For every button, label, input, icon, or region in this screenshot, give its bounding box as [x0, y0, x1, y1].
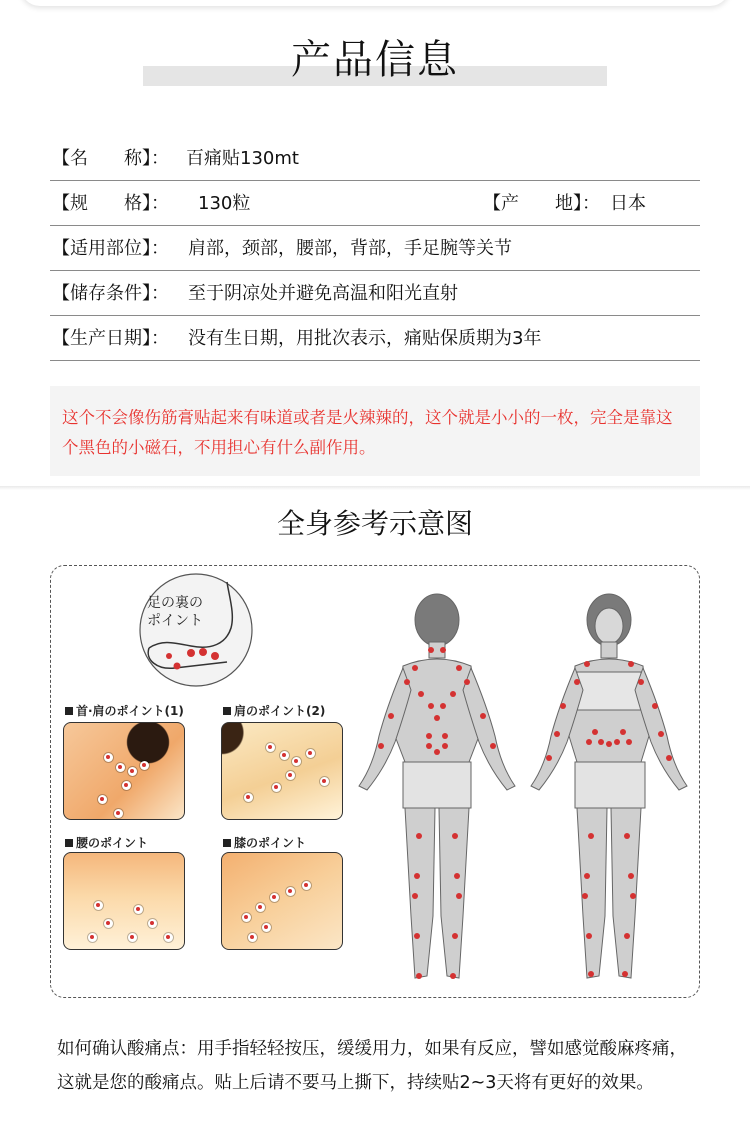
patch-point: [320, 777, 329, 786]
patch-point: [104, 919, 113, 928]
patch-point: [256, 903, 265, 912]
patch-point: [272, 783, 281, 792]
body-diagram: [50, 565, 700, 998]
patch-point: [148, 919, 157, 928]
patch-point: [248, 933, 257, 942]
shoulder-label: 肩のポイント(2): [223, 702, 325, 719]
foot-point-dot: [187, 649, 195, 657]
patch-point: [104, 753, 113, 762]
patch-point: [128, 933, 137, 942]
patch-point: [306, 749, 315, 758]
patch-point: [122, 781, 131, 790]
patch-point: [302, 881, 311, 890]
body-figures-svg: [351, 586, 696, 996]
spec-value-origin: 日本: [610, 193, 646, 214]
spec-key: 【规 格】：: [52, 193, 169, 214]
patch-point: [98, 795, 107, 804]
spec-key-origin: 【产 地】：: [483, 193, 600, 214]
patch-point: [94, 901, 103, 910]
patch-point: [270, 893, 279, 902]
foot-point-dot: [166, 653, 172, 659]
patch-point: [280, 751, 289, 760]
spec-key: 【名 称】：: [52, 148, 169, 169]
section-divider: [0, 486, 750, 490]
note-box: [50, 386, 700, 476]
body-figures: [351, 586, 696, 996]
patch-point: [134, 905, 143, 914]
patch-point: [244, 793, 253, 802]
foot-label: 足の裏の ポイント: [147, 595, 203, 629]
foot-circle: [140, 574, 252, 686]
patch-point: [116, 763, 125, 772]
patch-point: [114, 809, 123, 818]
section-header: [0, 34, 750, 90]
patch-point: [140, 761, 149, 770]
foot-point-dot: [174, 663, 181, 670]
patch-point: [164, 933, 173, 942]
spec-row-size: [50, 181, 700, 226]
neck-shoulder-photo: [63, 722, 185, 820]
waist-photo: [63, 852, 185, 950]
spec-value: 没有生日期，用批次表示，痛贴保质期为3年: [188, 328, 542, 349]
diagram-title: 全身参考示意图: [276, 507, 473, 540]
patch-point: [242, 913, 251, 922]
spec-table: [50, 136, 700, 361]
patch-point: [286, 771, 295, 780]
spec-row-name: [50, 136, 700, 181]
patch-point: [88, 933, 97, 942]
patch-point: [128, 767, 137, 776]
front-figure: [531, 594, 687, 978]
waist-label: 腰のポイント: [65, 834, 148, 851]
note-text: 这个不会像伤筋膏贴起来有味道或者是火辣辣的，这个就是小小的一枚，完全是靠这个黑色的小磁石，不用担心有什么副作用。: [62, 408, 673, 457]
back-figure: [359, 594, 515, 978]
spec-value: 130粒: [198, 193, 251, 214]
foot-point-dot: [211, 652, 219, 660]
foot-point-dot: [199, 648, 207, 656]
patch-point: [292, 757, 301, 766]
spec-value: 肩部，颈部，腰部，背部，手足腕等关节: [188, 238, 512, 259]
spec-key: 【适用部位】：: [52, 238, 169, 259]
usage-instructions: 如何确认酸痛点：用手指轻轻按压，缓缓用力，如果有反应，譬如感觉酸麻疼痛，这就是您的酸痛点。贴上后请不要马上撕下，持续贴2~3天将有更好的效果。: [57, 1039, 687, 1093]
spec-row-storage: [50, 271, 700, 316]
patch-point: [262, 923, 271, 932]
neck-label: 首·肩のポイント(1): [65, 702, 184, 719]
spec-row-date: [50, 316, 700, 361]
shoulder-photo: [221, 722, 343, 820]
spec-row-usage: [50, 226, 700, 271]
page-title: 产品信息: [291, 37, 459, 83]
spec-value: 至于阴凉处并避免高温和阳光直射: [188, 283, 458, 304]
knee-label: 膝のポイント: [223, 834, 306, 851]
spec-key: 【生产日期】：: [52, 328, 169, 349]
spec-value: 百痛贴130mt: [186, 148, 299, 169]
spec-key: 【储存条件】：: [52, 283, 169, 304]
knee-photo: [221, 852, 343, 950]
patch-point: [266, 743, 275, 752]
patch-point: [286, 887, 295, 896]
top-decoration: [20, 0, 730, 6]
foot-illustration: [131, 570, 261, 690]
